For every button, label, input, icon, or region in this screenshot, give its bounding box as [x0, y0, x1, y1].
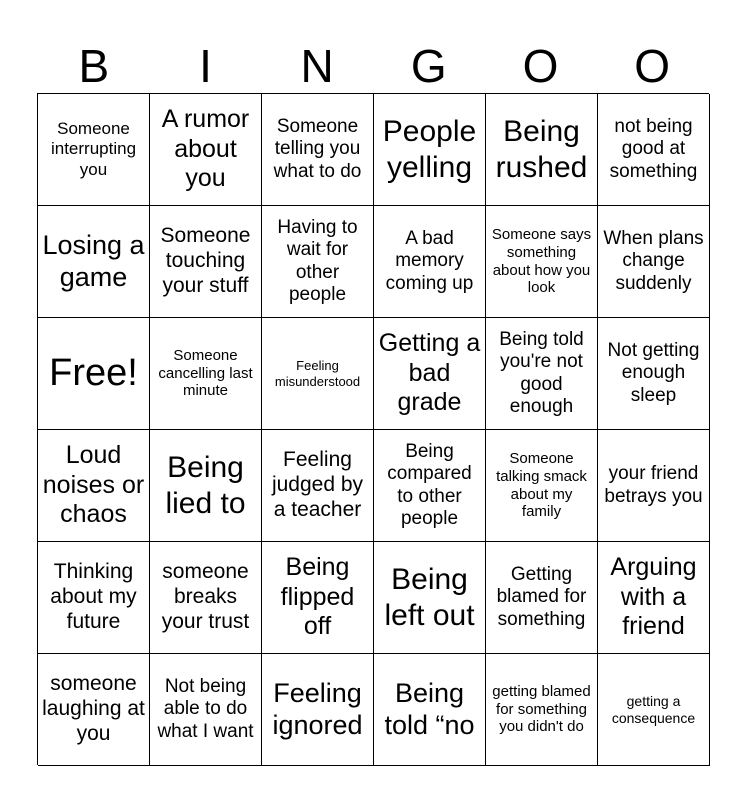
cell-text: Getting blamed for something — [496, 563, 587, 630]
cell-text: Being compared to other people — [387, 440, 472, 529]
cell-text: Being lied to — [165, 451, 246, 520]
cell-text: getting a consequence — [611, 692, 696, 726]
bingo-cell[interactable] — [38, 654, 150, 766]
cell-text: Someone interrupting you — [50, 119, 137, 179]
cell-text: Not being able to do what I want — [157, 675, 254, 742]
cell-text: Someone touching your stuff — [160, 224, 251, 297]
bingo-cell[interactable] — [262, 542, 374, 654]
cell-text: someone laughing at you — [42, 672, 145, 745]
cell-text: Feeling misunderstood — [274, 358, 361, 389]
bingo-cell[interactable] — [262, 318, 374, 430]
bingo-cell[interactable] — [598, 654, 710, 766]
bingo-cell[interactable] — [38, 206, 150, 318]
cell-text: Loud noises or chaos — [42, 441, 145, 529]
bingo-cell[interactable] — [374, 654, 486, 766]
bingo-cell[interactable] — [262, 206, 374, 318]
bingo-cell[interactable] — [150, 654, 262, 766]
bingo-cell[interactable] — [486, 318, 598, 430]
cell-text: someone breaks your trust — [161, 560, 250, 633]
cell-text: Losing a game — [42, 229, 145, 292]
bingo-cell[interactable] — [38, 430, 150, 542]
bingo-cell[interactable] — [374, 206, 486, 318]
free-space-text: Free! — [49, 352, 138, 395]
bingo-cell[interactable] — [374, 94, 486, 206]
header-letter-b: B — [78, 40, 110, 92]
bingo-cell[interactable] — [374, 542, 486, 654]
cell-text: Someone talking smack about my family — [496, 450, 587, 521]
cell-text: When plans change suddenly — [603, 227, 704, 294]
bingo-cell[interactable] — [486, 654, 598, 766]
header-letter-o-2: O — [634, 40, 671, 92]
bingo-cell[interactable] — [150, 542, 262, 654]
bingo-cell[interactable] — [598, 206, 710, 318]
bingo-cell[interactable] — [262, 430, 374, 542]
header-letter-g: G — [410, 40, 447, 92]
cell-text: getting blamed for something you didn't do — [492, 682, 591, 736]
bingo-cell[interactable] — [150, 430, 262, 542]
bingo-cell[interactable] — [486, 94, 598, 206]
bingo-header — [38, 38, 708, 94]
bingo-cell[interactable] — [38, 542, 150, 654]
bingo-cell[interactable] — [374, 430, 486, 542]
bingo-cell[interactable] — [262, 94, 374, 206]
bingo-cell[interactable] — [598, 318, 710, 430]
bingo-cell[interactable] — [598, 94, 710, 206]
cell-text: not being good at something — [609, 115, 698, 182]
bingo-cell[interactable] — [598, 542, 710, 654]
bingo-cell[interactable] — [38, 94, 150, 206]
cell-text: Getting a bad grade — [378, 329, 481, 417]
cell-text: Being left out — [384, 563, 475, 632]
bingo-cell[interactable] — [150, 94, 262, 206]
bingo-card-grid — [37, 93, 709, 765]
cell-text: Feeling ignored — [272, 677, 363, 740]
bingo-cell[interactable] — [486, 542, 598, 654]
cell-text: People yelling — [382, 115, 477, 184]
cell-text: Being flipped off — [280, 553, 355, 641]
bingo-cell[interactable] — [262, 654, 374, 766]
header-letter-i: I — [199, 40, 212, 92]
cell-text: Being told “no — [384, 677, 475, 740]
bingo-cell[interactable] — [598, 430, 710, 542]
bingo-cell[interactable] — [486, 206, 598, 318]
bingo-cell[interactable] — [150, 206, 262, 318]
cell-text: Someone telling you what to do — [273, 115, 362, 182]
bingo-cell-free[interactable] — [38, 318, 150, 430]
cell-text: Not getting enough sleep — [607, 339, 700, 406]
cell-text: Being told you're not good enough — [499, 328, 584, 417]
cell-text: Someone says something about how you look — [491, 226, 592, 297]
cell-text: A bad memory coming up — [385, 227, 474, 294]
cell-text: A rumor about you — [161, 105, 250, 193]
cell-text: Thinking about my future — [50, 560, 137, 633]
cell-text: Feeling judged by a teacher — [271, 448, 364, 521]
header-letter-o: O — [522, 40, 559, 92]
cell-text: Someone cancelling last minute — [158, 346, 253, 400]
cell-text: Being rushed — [495, 115, 588, 184]
bingo-cell[interactable] — [150, 318, 262, 430]
bingo-cell[interactable] — [374, 318, 486, 430]
bingo-cell[interactable] — [486, 430, 598, 542]
header-letter-n: N — [300, 40, 334, 92]
cell-text: your friend betrays you — [604, 463, 703, 507]
cell-text: Arguing with a friend — [610, 553, 697, 641]
cell-text: Having to wait for other people — [277, 216, 358, 305]
